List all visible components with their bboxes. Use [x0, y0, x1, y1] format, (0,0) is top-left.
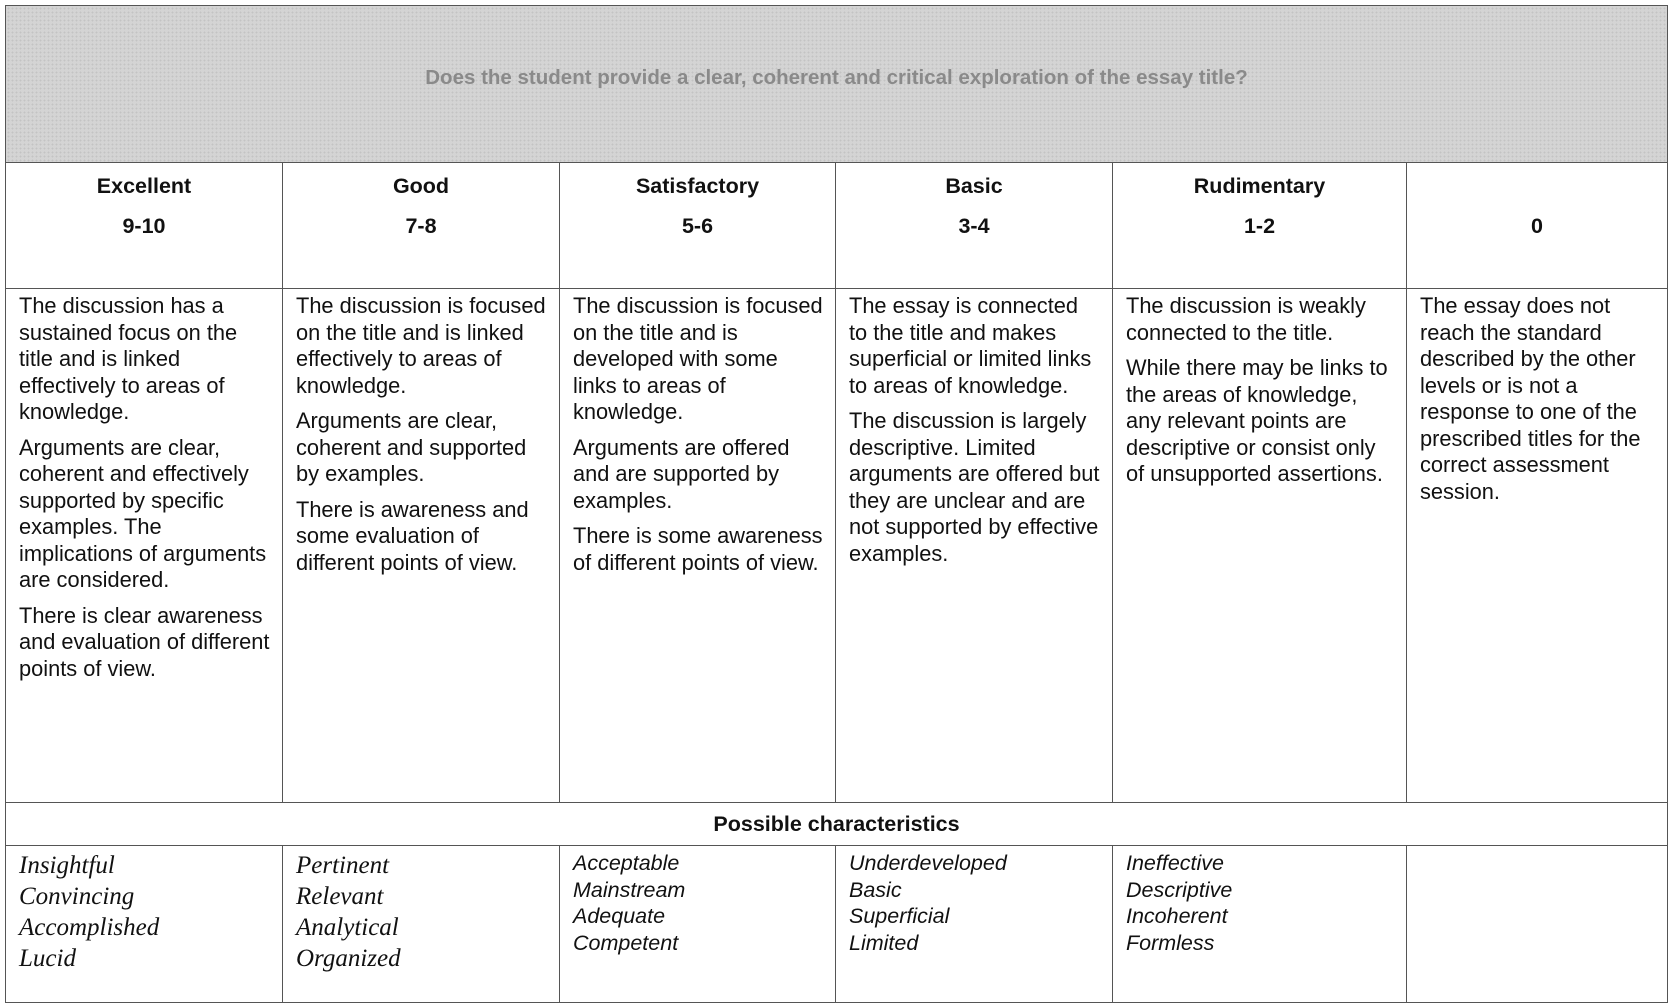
level-name: Basic — [945, 174, 1003, 198]
question-row — [6, 6, 1668, 163]
characteristic-word: Lucid — [19, 945, 76, 972]
descriptor-paragraph: There is clear awareness and evaluation of different points of view. — [19, 602, 270, 681]
descriptor-paragraph: While there may be links to the areas of knowledge, any relevant points are descriptive or consist only of unsupported assertions. — [1126, 355, 1388, 486]
characteristic-word: Acceptable — [573, 851, 680, 875]
characteristic-word: Convincing — [19, 883, 135, 910]
level-header-rudimentary — [1113, 163, 1407, 289]
characteristic-word: Superficial — [849, 904, 950, 928]
rubric-question: Does the student provide a clear, coherent and critical exploration of the essay title? — [425, 66, 1248, 89]
descriptor-paragraph: The discussion is focused on the title and is linked effectively to areas of knowledge. — [296, 293, 546, 398]
characteristics-zero — [1407, 846, 1668, 1003]
characteristic-word: Underdeveloped — [849, 851, 1007, 875]
level-score: 9-10 — [122, 214, 166, 238]
characteristics-excellent — [6, 846, 283, 1003]
characteristic-word: Analytical — [296, 914, 399, 941]
characteristics-rudimentary — [1113, 846, 1407, 1003]
level-header-row — [6, 163, 1668, 289]
level-name: Rudimentary — [1193, 174, 1326, 198]
level-header-satisfactory — [560, 163, 836, 289]
descriptor-satisfactory — [560, 289, 836, 803]
question-cell — [6, 6, 1668, 163]
descriptor-paragraph: The essay does not reach the standard described by the other levels or is not a response to one of the prescribed titles for the correct assessment session. — [1420, 293, 1641, 504]
characteristic-word: Descriptive — [1126, 877, 1233, 902]
descriptor-paragraph: The discussion is focused on the title and is developed with some links to areas of knowledge. — [573, 293, 823, 424]
descriptor-paragraph: Arguments are offered and are supported by examples. — [573, 434, 790, 513]
level-score: 0 — [1531, 214, 1543, 238]
descriptor-paragraph: The discussion is weakly connected to the title. — [1126, 293, 1366, 345]
characteristic-word: Ineffective — [1126, 851, 1224, 875]
level-score: 1-2 — [1243, 214, 1276, 238]
descriptor-paragraph: The discussion is largely descriptive. Limited arguments are offered but they are unclear and are not supported by effective examples. — [849, 408, 1100, 566]
assessment-rubric-table — [5, 5, 1668, 1003]
characteristics-heading: Possible characteristics — [6, 803, 1668, 846]
characteristic-word: Limited — [849, 930, 919, 955]
descriptor-zero — [1407, 289, 1668, 803]
descriptor-paragraph: Arguments are clear, coherent and effectively supported by specific examples. The implications of arguments are considered. — [19, 434, 267, 592]
characteristic-word: Incoherent — [1126, 904, 1228, 928]
descriptor-basic — [836, 289, 1113, 803]
level-name: Excellent — [96, 174, 192, 198]
characteristics-row — [6, 846, 1668, 1003]
characteristics-basic — [836, 846, 1113, 1003]
characteristic-word: Competent — [573, 930, 679, 955]
characteristic-word: Mainstream — [573, 877, 686, 902]
level-score: 5-6 — [681, 214, 714, 238]
level-header-good — [283, 163, 560, 289]
characteristics-heading-row — [6, 803, 1668, 846]
characteristic-word: Pertinent — [296, 852, 390, 879]
characteristics-satisfactory — [560, 846, 836, 1003]
descriptor-excellent — [6, 289, 283, 803]
descriptor-paragraph: There is awareness and some evaluation of different points of view. — [296, 496, 529, 575]
characteristic-word: Relevant — [296, 883, 384, 910]
descriptor-good — [283, 289, 560, 803]
descriptor-paragraph: There is some awareness of different points of view. — [573, 523, 823, 575]
characteristic-word: Basic — [849, 877, 902, 902]
level-header-zero — [1407, 163, 1668, 289]
level-score: 3-4 — [958, 214, 990, 238]
descriptor-row — [6, 289, 1668, 803]
descriptor-paragraph: The essay is connected to the title and makes superficial or limited links to areas of knowledge. — [849, 293, 1092, 398]
characteristic-word: Formless — [1126, 930, 1215, 955]
characteristic-word: Organized — [296, 945, 401, 972]
characteristics-good — [283, 846, 560, 1003]
descriptor-rudimentary — [1113, 289, 1407, 803]
characteristic-word: Insightful — [19, 852, 115, 879]
descriptor-paragraph: The discussion has a sustained focus on the title and is linked effectively to areas of knowledge. — [19, 293, 238, 424]
level-header-excellent — [6, 163, 283, 289]
characteristic-word: Adequate — [573, 904, 666, 928]
level-name: Good — [392, 174, 450, 198]
descriptor-paragraph: Arguments are clear, coherent and supported by examples. — [296, 408, 527, 486]
level-score: 7-8 — [405, 214, 437, 238]
characteristic-word: Accomplished — [19, 914, 160, 941]
level-name: Satisfactory — [635, 174, 760, 198]
level-header-basic — [836, 163, 1113, 289]
